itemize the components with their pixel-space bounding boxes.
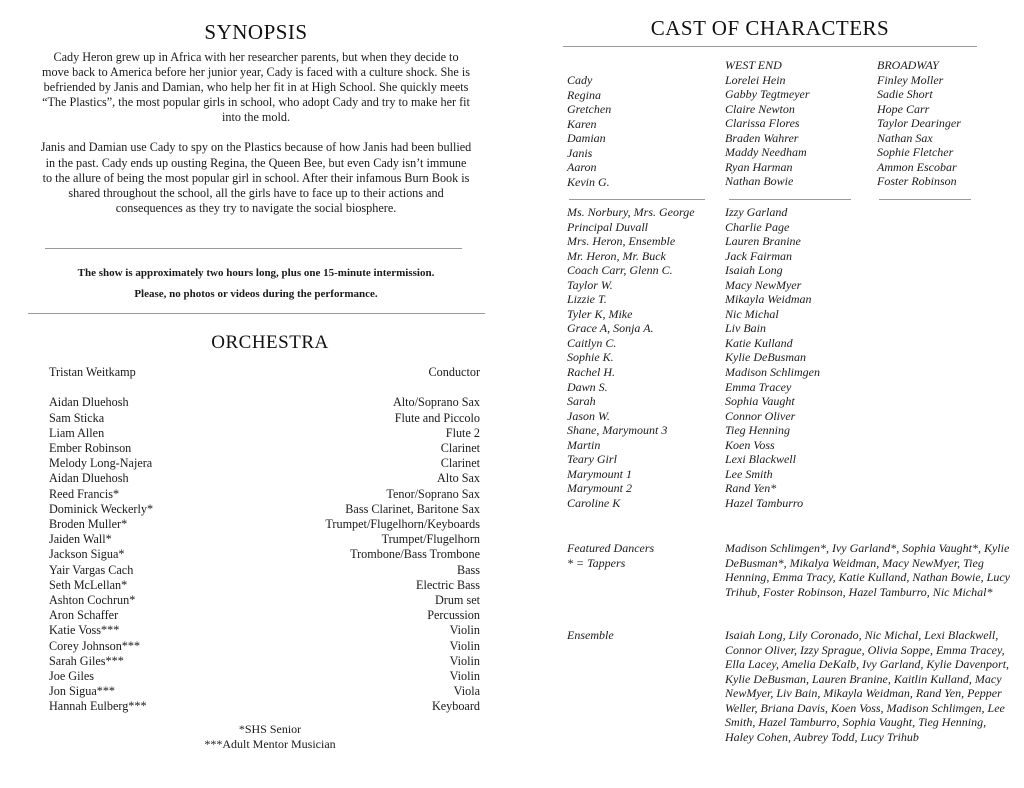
synopsis-paragraph: Janis and Damian use Cady to spy on the Plastics because of how Janis had been bullied in the past. Cady ends up ousting Regina, the Queen Bee, but even Cady isn’t immune to the allure of being the most popular girl in school. After their infamous Burn Book is shared throughout the school, all the girls have to face up to their actions and consequences as they try to navigate the social biosphere. (40, 140, 472, 215)
actor-name: Kylie DeBusman (725, 350, 806, 365)
character-name: Kevin G. (567, 174, 610, 189)
musician-name: Sam Sticka (49, 410, 105, 425)
actor-name: Madison Schlimgen (725, 365, 820, 380)
orchestra-row (49, 699, 480, 714)
orchestra-row (49, 684, 480, 699)
broadway-actor: Ammon Escobar (877, 159, 957, 174)
character-name: Jason W. (567, 408, 610, 423)
orchestra-row (49, 365, 480, 380)
musician-name: Ashton Cochrun* (49, 593, 136, 608)
musician-name: Corey Johnson*** (49, 638, 141, 653)
orchestra-list (49, 365, 480, 715)
musician-name: Jon Sigua*** (49, 684, 116, 699)
orchestra-row (49, 441, 480, 456)
musician-name: Seth McLellan* (49, 577, 128, 592)
musician-name: Hannah Eulberg*** (49, 699, 147, 714)
synopsis-paragraph: Cady Heron grew up in Africa with her researcher parents, but when they decide to move back to America before her junior year, Cady is faced with a culture shock. She is befriended by Janis and Damian, who help her fit in at High School. She quickly meets “The Plastics”, the most popular girls in school, who adopt Cady and try to make her fit into the mold. (42, 50, 470, 125)
actor-name: Nic Michal (725, 306, 779, 321)
musician-role: Flute 2 (445, 425, 480, 440)
lead-roles-column (567, 73, 717, 189)
musician-role: Violin (449, 623, 480, 638)
divider (569, 199, 705, 200)
orchestra-row (49, 547, 480, 562)
actor-name: Lee Smith (725, 466, 773, 481)
actor-name: Liv Bain (725, 321, 766, 336)
orchestra-row (49, 532, 480, 547)
musician-name: Yair Vargas Cach (49, 562, 134, 577)
divider (563, 46, 977, 47)
actor-name: Jack Fairman (725, 248, 792, 263)
actor-name: Izzy Garland (725, 205, 788, 219)
broadway-actor: Hope Carr (877, 101, 930, 116)
divider (45, 248, 462, 249)
musician-role: Flute and Piccolo (394, 410, 480, 425)
character-name: Mr. Heron, Mr. Buck (567, 248, 666, 263)
orchestra-row (49, 654, 480, 669)
musician-name: Broden Muller* (49, 517, 128, 532)
musician-role: Electric Bass (416, 577, 480, 592)
character-name: Sarah (567, 394, 596, 409)
character-name: Shane, Marymount 3 (567, 423, 668, 438)
character-name: Coach Carr, Glenn C. (567, 263, 673, 278)
character-name: Sophie K. (567, 350, 614, 365)
actor-name: Isaiah Long (725, 263, 783, 278)
musician-name: Aidan Dluehosh (49, 395, 129, 410)
orchestra-row (49, 471, 480, 486)
actor-name: Lauren Branine (725, 234, 801, 249)
musician-role: Clarinet (440, 456, 480, 471)
orchestra-row (49, 563, 480, 578)
west-end-actor: Ryan Harman (725, 159, 793, 174)
actor-name: Charlie Page (725, 219, 790, 234)
musician-role: Violin (449, 669, 480, 684)
orchestra-footnotes (0, 722, 540, 753)
broadway-column (877, 58, 1017, 189)
west-end-actor: Clarissa Flores (725, 116, 800, 131)
musician-name: Ember Robinson (49, 441, 132, 455)
orchestra-row (49, 623, 480, 638)
supporting-actors-column (725, 205, 875, 510)
actor-name: Mikayla Weidman (725, 292, 812, 307)
musician-role: Conductor (428, 365, 480, 379)
musician-name: Aron Schaffer (49, 608, 119, 623)
west-end-actor: Maddy Needham (725, 145, 807, 160)
character-name: Martin (567, 437, 601, 452)
character-name: Taylor W. (567, 277, 613, 292)
west-end-column (725, 58, 875, 189)
musician-name: Melody Long-Najera (49, 456, 153, 471)
musician-role: Bass Clarinet, Baritone Sax (345, 501, 480, 516)
cast-heading: CAST OF CHARACTERS (650, 16, 890, 40)
performance-notes (30, 263, 482, 305)
musician-name: Dominick Weckerly* (49, 501, 154, 516)
character-name: Caitlyn C. (567, 335, 617, 350)
musician-role: Alto Sax (437, 471, 480, 486)
character-name: Teary Girl (567, 452, 617, 467)
broadway-actor: Foster Robinson (877, 174, 957, 189)
musician-name: Liam Allen (49, 425, 105, 440)
west-end-actor: Gabby Tegtmeyer (725, 87, 810, 102)
broadway-header: BROADWAY (877, 58, 939, 72)
orchestra-row (49, 411, 480, 426)
musician-role: Clarinet (440, 441, 480, 455)
orchestra-row (49, 395, 480, 410)
musician-name: Tristan Weitkamp (49, 365, 136, 379)
character-name: Regina (567, 87, 601, 102)
musician-role: Trumpet/Flugelhorn/Keyboards (325, 517, 480, 532)
character-name: Cady (567, 73, 593, 87)
musician-role: Bass (456, 562, 480, 577)
featured-dancers-names: Madison Schlimgen*, Ivy Garland*, Sophia Vaught*, Kylie DeBusman*, Mikalya Weidman, Macy NewMyer, Tieg Henning, Emma Tracy, Katie Kulland, Nathan Bowie, Lucy Trihub, Foster Robinson, Hazel Tamburro, Nic Michal* (725, 541, 1010, 599)
musician-role: Trumpet/Flugelhorn (381, 532, 480, 547)
divider (879, 199, 971, 200)
musician-name: Katie Voss*** (49, 623, 120, 638)
actor-name: Hazel Tamburro (725, 495, 804, 510)
footnote-senior: *SHS Senior (238, 722, 302, 736)
divider (729, 199, 851, 200)
actor-name: Rand Yen* (725, 481, 777, 496)
synopsis-heading: SYNOPSIS (204, 20, 308, 44)
character-name: Aaron (567, 160, 597, 175)
character-name: Marymount 1 (567, 466, 632, 481)
musician-role: Violin (449, 653, 480, 668)
character-name: Damian (567, 131, 606, 146)
broadway-actor: Taylor Dearinger (877, 116, 961, 131)
musician-role: Alto/Soprano Sax (392, 395, 480, 410)
character-name: Karen (567, 116, 597, 131)
west-end-header: WEST END (725, 58, 782, 72)
actor-name: Lexi Blackwell (725, 452, 796, 467)
west-end-actor: Lorelei Hein (725, 72, 786, 87)
actor-name: Tieg Henning (725, 423, 790, 438)
musician-role: Trombone/Bass Trombone (350, 547, 480, 562)
musician-role: Drum set (434, 593, 480, 608)
broadway-actor: Finley Moller (877, 72, 944, 87)
orchestra-row (49, 502, 480, 517)
character-name: Caroline K (567, 495, 621, 510)
supporting-roles-column (567, 205, 722, 510)
actor-name: Macy NewMyer (725, 277, 802, 292)
character-name: Grace A, Sonja A. (567, 321, 654, 336)
west-end-actor: Claire Newton (725, 101, 795, 116)
musician-name: Sarah Giles*** (49, 653, 124, 668)
musician-name: Aidan Dluehosh (49, 471, 129, 486)
orchestra-row (49, 426, 480, 441)
character-name: Gretchen (567, 102, 612, 117)
orchestra-heading: ORCHESTRA (211, 332, 329, 353)
broadway-actor: Sophie Fletcher (877, 145, 954, 160)
actor-name: Katie Kulland (725, 335, 793, 350)
character-name: Marymount 2 (567, 481, 632, 496)
character-name: Janis (567, 145, 593, 160)
musician-role: Tenor/Soprano Sax (386, 486, 480, 501)
character-name: Tyler K, Mike (567, 306, 633, 321)
runtime-note: The show is approximately two hours long, plus one 15-minute intermission. (77, 267, 435, 279)
orchestra-row (49, 578, 480, 593)
west-end-actor: Nathan Bowie (725, 174, 794, 189)
actor-name: Koen Voss (725, 437, 775, 452)
musician-role: Percussion (427, 608, 480, 623)
orchestra-row (49, 639, 480, 654)
character-name: Principal Duvall (567, 219, 648, 234)
actor-name: Connor Oliver (725, 408, 796, 423)
orchestra-row (49, 593, 480, 608)
broadway-actor: Sadie Short (877, 87, 933, 102)
tappers-key: * = Tappers (567, 555, 626, 570)
character-name: Lizzie T. (567, 292, 607, 307)
divider (28, 313, 485, 314)
ensemble-names: Isaiah Long, Lily Coronado, Nic Michal, Lexi Blackwell, Connor Oliver, Izzy Sprague, Olivia Soppe, Emma Tracey, Ella Lacey, Amelia DeKalb, Ivy Garland, Kylie Davenport, Kylie DeBusman, Lauren Branine, Kaitlin Kulland, Macy NewMyer, Liv Bain, Mikayla Weidman, Rand Yen, Pepper Weller, Briana Davis, Koen Voss, Madison Schlimgen, Lee Smith, Hazel Tamburro, Sophia Vaught, Tieg Henning, Haley Cohen, Aubrey Todd, Lucy Trihub (725, 628, 1010, 744)
orchestra-row (49, 669, 480, 684)
synopsis-body (40, 50, 472, 231)
musician-role: Violin (449, 638, 480, 653)
featured-label: Featured Dancers (567, 541, 655, 555)
musician-role: Keyboard (431, 699, 480, 714)
ensemble-label: Ensemble (567, 628, 614, 642)
broadway-actor: Nathan Sax (877, 130, 933, 145)
musician-name: Joe Giles (49, 669, 95, 684)
orchestra-row (49, 517, 480, 532)
character-name: Mrs. Heron, Ensemble (567, 234, 676, 249)
actor-name: Sophia Vaught (725, 394, 795, 409)
character-name: Rachel H. (567, 365, 615, 380)
character-name: Dawn S. (567, 379, 608, 394)
musician-name: Reed Francis* (49, 486, 120, 501)
musician-role: Viola (453, 684, 480, 699)
photo-note: Please, no photos or videos during the performance. (134, 288, 378, 300)
west-end-actor: Braden Wahrer (725, 130, 799, 145)
orchestra-row (49, 608, 480, 623)
actor-name: Emma Tracey (725, 379, 792, 394)
orchestra-row (49, 487, 480, 502)
musician-name: Jackson Sigua* (49, 547, 125, 562)
musician-name: Jaiden Wall* (49, 532, 112, 547)
character-name: Ms. Norbury, Mrs. George (567, 205, 695, 219)
footnote-mentor: ***Adult Mentor Musician (204, 737, 336, 752)
featured-dancers-label (567, 541, 717, 570)
orchestra-row (49, 456, 480, 471)
